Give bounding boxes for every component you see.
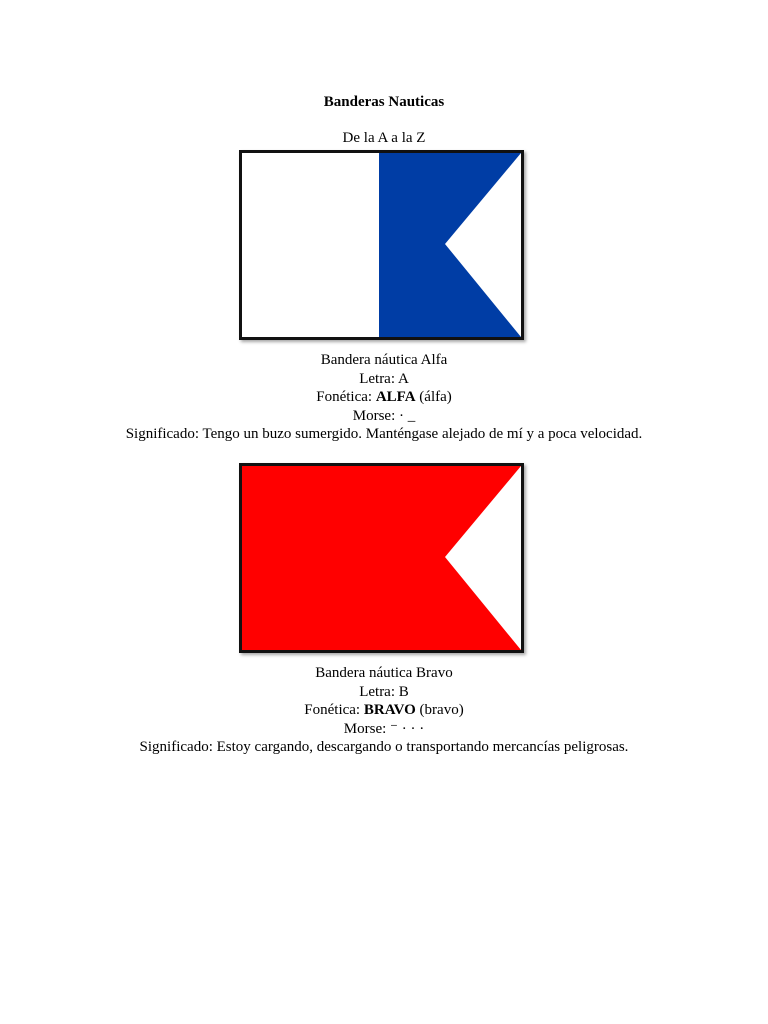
flag-bravo-fonetica [0, 701, 768, 720]
fonetica-pron: (álfa) [419, 389, 452, 405]
page-subtitle: De la A a la Z [342, 130, 426, 146]
page-title: Banderas Nauticas [323, 94, 445, 110]
letra-value: A [397, 370, 409, 387]
flag-alfa-significado [0, 425, 768, 444]
fonetica-word: ALFA [375, 389, 416, 405]
flag-bravo-significado [0, 738, 768, 757]
significado-value: Estoy cargando, descargando o transportando mercancías peligrosas. [216, 739, 629, 755]
letra-label: Letra: [359, 683, 396, 700]
flag-alfa-hoist [242, 153, 379, 337]
morse-value: ⁻ · · · [390, 720, 425, 737]
flag-alfa-letra [0, 370, 768, 389]
significado-label: Significado: [125, 426, 200, 442]
morse-label: Morse: [352, 407, 396, 424]
flag-alfa-fly [379, 153, 521, 337]
flag-alfa-morse [0, 407, 768, 426]
flag-bravo-letra [0, 683, 768, 702]
flag-bravo-caption [0, 664, 768, 757]
significado-label: Significado: [139, 739, 213, 755]
fonetica-word: BRAVO [363, 702, 416, 718]
letra-label: Letra: [359, 370, 396, 387]
flag-alfa-icon [242, 153, 521, 337]
significado-value: Tengo un buzo sumergido. Manténgase alejado de mí y a poca velocidad. [202, 426, 643, 442]
morse-value: · _ [399, 407, 416, 424]
flag-bravo-icon [242, 466, 521, 650]
fonetica-label: Fonética: [316, 389, 373, 405]
flag-alfa-fonetica [0, 388, 768, 407]
flag-bravo-name: Bandera náutica Bravo [315, 665, 453, 681]
morse-label: Morse: [343, 720, 387, 737]
flag-alfa-name: Bandera náutica Alfa [320, 352, 448, 368]
letra-value: B [398, 683, 409, 700]
flag-alfa-caption [0, 351, 768, 444]
flag-alfa-image [239, 150, 524, 340]
fonetica-label: Fonética: [304, 702, 361, 718]
flag-bravo-morse [0, 720, 768, 739]
fonetica-pron: (bravo) [419, 702, 464, 718]
flag-bravo-image [239, 463, 524, 653]
